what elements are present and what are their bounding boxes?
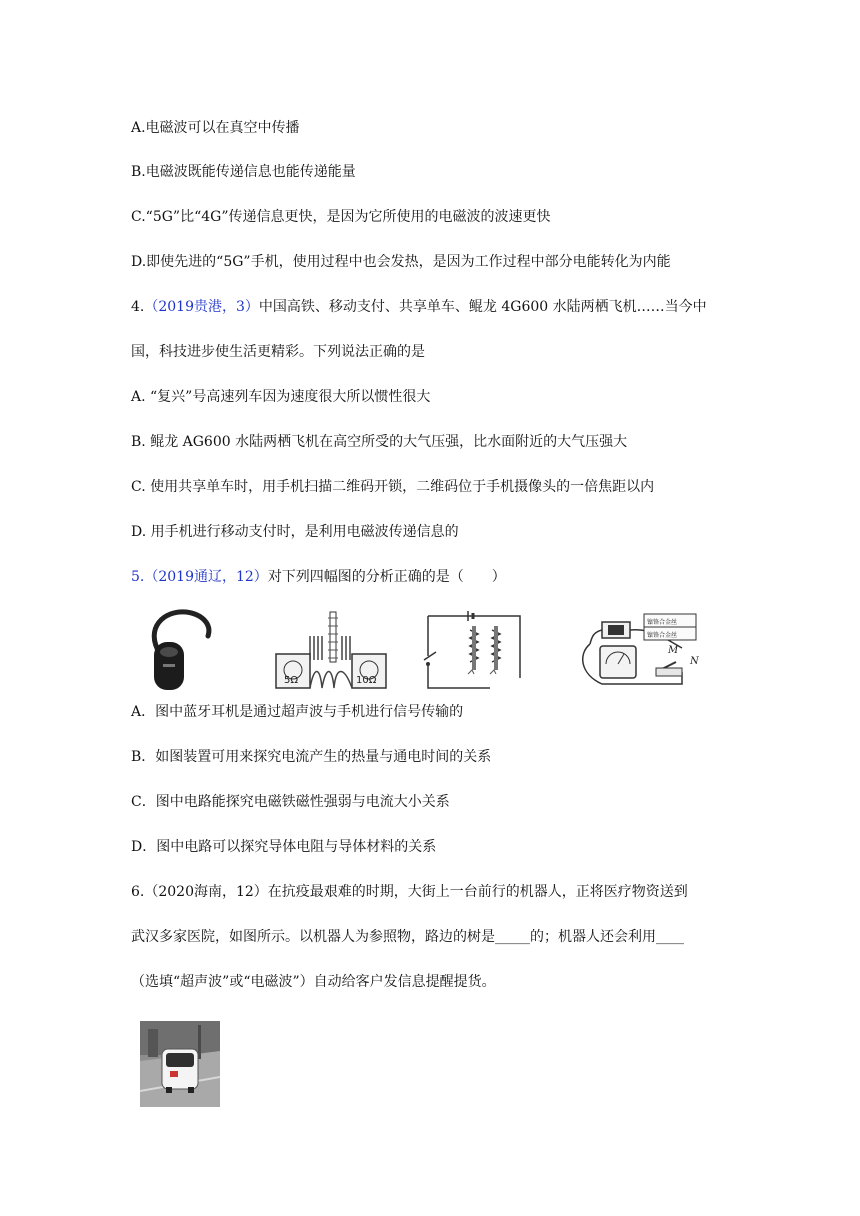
joule-heating-apparatus-figure	[270, 608, 388, 692]
resistor-label-10-ohm: 10Ω	[356, 675, 377, 686]
q5-source: （2019通辽，12）	[144, 569, 268, 585]
q5-option-b: B．如图装置可用来探究电流产生的热量与通电时间的关系	[131, 749, 492, 765]
q3-option-d: D.即使先进的“5G”手机，使用过程中也会发热，是因为工作过程中部分电能转化为内能	[131, 254, 671, 270]
q6-line2: 武汉多家医院，如图所示。以机器人为参照物，路边的树是_____的；机器人还会利用____	[131, 929, 684, 945]
q6-line1: 6.（2020海南，12）在抗疫最艰难的时期，大街上一台前行的机器人，正将医疗物资送到	[131, 884, 688, 900]
q5-number: 5.	[131, 569, 145, 585]
q3-option-a: A.电磁波可以在真空中传播	[131, 120, 300, 136]
q6-line3: （选填“超声波”或“电磁波”）自动给客户发信息提醒提货。	[131, 974, 496, 990]
q5-option-c: C．图中电路能探究电磁铁磁性强弱与电流大小关系	[131, 794, 450, 810]
q3-option-c: C.“5G”比“4G”传递信息更快，是因为它所使用的电磁波的波速更快	[131, 209, 551, 225]
q5-stem-text: 对下列四幅图的分析正确的是（ ）	[267, 569, 506, 585]
point-label-m: M	[668, 645, 679, 656]
q4-option-a: A. “复兴”号高速列车因为速度很大所以惯性很大	[131, 389, 431, 405]
q4-stem-line1	[131, 297, 707, 317]
point-label-n: N	[690, 656, 699, 667]
wire-label-2: 镍铬合金丝	[647, 632, 678, 639]
resistance-material-circuit-figure	[572, 608, 704, 692]
delivery-robot-photo	[140, 1021, 220, 1107]
q4-stem-text: 中国高铁、移动支付、共享单车、鲲龙 4G600 水陆两栖飞机……当今中	[258, 299, 707, 315]
q5-option-d: D．图中电路可以探究导体电阻与导体材料的关系	[131, 839, 437, 855]
q4-option-d: D. 用手机进行移动支付时，是利用电磁波传递信息的	[131, 524, 459, 540]
q4-source: （2019贵港，3）	[144, 299, 259, 315]
q5-stem	[131, 567, 506, 587]
bluetooth-earphone-figure	[140, 608, 216, 692]
q5-option-a: A．图中蓝牙耳机是通过超声波与手机进行信号传输的	[131, 704, 464, 720]
q4-option-c: C. 使用共享单车时，用手机扫描二维码开锁，二维码位于手机摄像头的一倍焦距以内	[131, 479, 655, 495]
wire-label-1: 镍铬合金丝	[647, 619, 678, 626]
q4-option-b: B. 鲲龙 AG600 水陆两栖飞机在高空所受的大气压强，比水面附近的大气压强大	[131, 434, 628, 450]
q4-stem-line2: 国，科技进步使生活更精彩。下列说法正确的是	[131, 344, 425, 360]
q4-number: 4.	[131, 299, 145, 315]
q3-option-b: B.电磁波既能传递信息也能传递能量	[131, 164, 356, 180]
electromagnet-circuit-figure	[420, 608, 528, 692]
resistor-label-5-ohm: 5Ω	[284, 675, 299, 686]
